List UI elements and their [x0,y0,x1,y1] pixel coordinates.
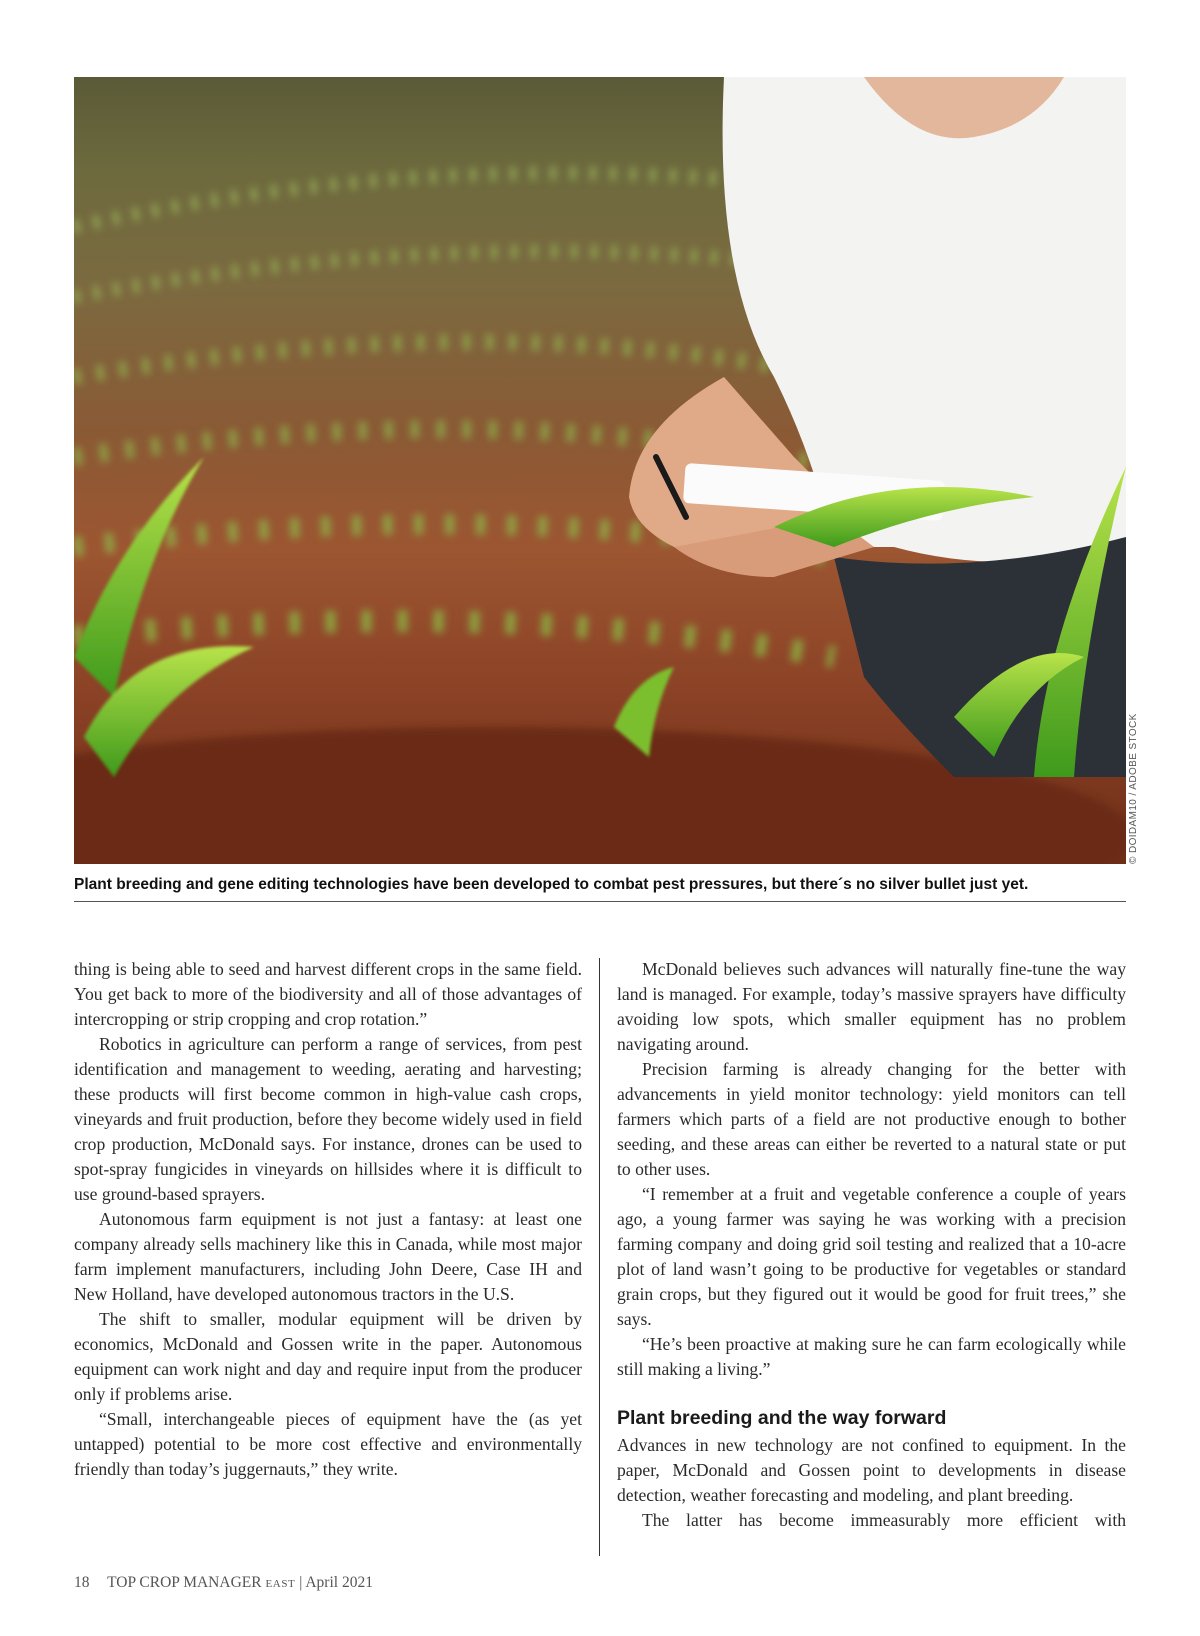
field-photo-illustration [74,77,1126,864]
paragraph: The latter has become immeasurably more efficient with [642,1510,1126,1530]
paragraph: “I remember at a fruit and vegetable conference a couple of years ago, a young farmer was saying he was working with a precision farming company and doing grid soil testing and realized that a 10-acre plot of land wasn’t going to be productive for vegetables or standard grain crops, but they figured out it would be good for fruit trees,” she says. [617,1184,1126,1329]
column-divider [599,958,600,1556]
page-number: 18 [74,1574,90,1591]
paragraph: thing is being able to seed and harvest different crops in the same field. You get back to more of the biodiversity and all of those advantages of intercropping or strip cropping and crop rotation.” [74,959,582,1029]
paragraph: Advances in new technology are not confined to equipment. In the paper, McDonald and Gossen point to developments in disease detection, weather forecasting and modeling, and plant breeding. [617,1435,1126,1505]
publication-name: TOP CROP MANAGER [107,1574,262,1591]
paragraph: “Small, interchangeable pieces of equipment have the (as yet untapped) potential to be more cost effective and environmentally friendly than today’s juggernauts,” they write. [74,1409,582,1479]
article-left-column [74,957,582,1482]
paragraph: “He’s been proactive at making sure he can farm ecologically while still making a living.” [617,1334,1126,1379]
publication-region: EAST [265,1578,296,1590]
paragraph: McDonald believes such advances will naturally fine-tune the way land is managed. For example, today’s massive sprayers have difficulty avoiding low spots, which smaller equipment has no problem navigating around. [617,959,1126,1054]
paragraph: Robotics in agriculture can perform a range of services, from pest identification and management to weeding, aerating and harvesting; these products will first become common in high-value cash crops, vineyards and fruit production, before they become widely used in field crop production, McDonald says. For instance, drones can be used to spot-spray fungicides in vineyards on hillsides where it is difficult to use ground-based sprayers. [74,1034,582,1204]
paragraph: Autonomous farm equipment is not just a fantasy: at least one company already sells machinery like this in Canada, while most major farm implement manufacturers, including John Deere, Case IH and New Holland, have developed autonomous tractors in the U.S. [74,1209,582,1304]
article-photo [74,77,1126,864]
photo-credit: © DOIDAM10 / ADOBE STOCK [1128,713,1139,864]
article-right-column [617,957,1126,1533]
issue-date: | April 2021 [299,1574,373,1591]
caption-divider [74,901,1126,902]
photo-caption: Plant breeding and gene editing technologies have been developed to combat pest pressures, but there´s no silver bullet just yet. [74,876,1029,893]
page-footer [74,1574,373,1592]
paragraph: The shift to smaller, modular equipment will be driven by economics, McDonald and Gossen write in the paper. Autonomous equipment can work night and day and require input from the producer only if problems arise. [74,1309,582,1404]
section-heading: Plant breeding and the way forward [617,1407,947,1429]
paragraph: Precision farming is already changing for the better with advancements in yield monitor technology: yield monitors can tell farmers which parts of a field are not productive enough to bother seeding, and these areas can either be reverted to a natural state or put to other uses. [617,1059,1126,1179]
